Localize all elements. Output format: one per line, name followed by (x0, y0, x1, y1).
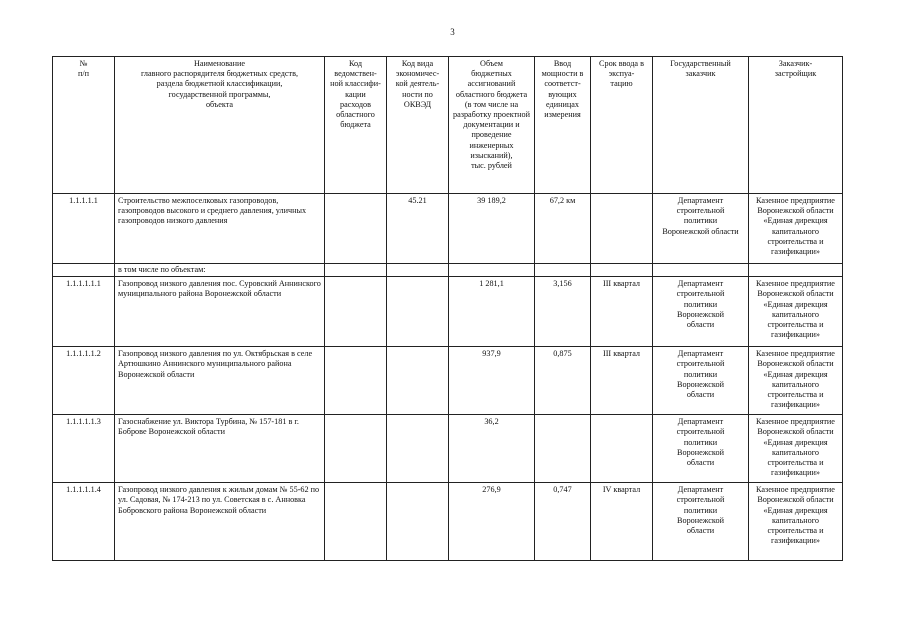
header-volume: Объем бюджетных ассигнований областного бюджета (в том числе на разработку проектной документации и проведение инженерных изысканий), тыс. рублей (449, 57, 535, 194)
cell-name: Газопровод низкого давления по ул. Октябрьская в селе Артюшкино Аннинского муниципального района Воронежской области (115, 347, 325, 415)
table-row (53, 483, 843, 561)
cell-code-okved (387, 277, 449, 347)
subheading-text: в том числе по объектам: (115, 264, 325, 277)
cell-num: 1.1.1.1.1 (53, 194, 115, 264)
cell-customer: Департамент строительной политики Воронежской области (653, 415, 749, 483)
cell-name: Газоснабжение ул. Виктора Турбина, № 157-181 в г. Боброве Воронежской области (115, 415, 325, 483)
cell-num: 1.1.1.1.1.2 (53, 347, 115, 415)
table-row (53, 277, 843, 347)
table-row (53, 415, 843, 483)
cell-volume: 1 281,1 (449, 277, 535, 347)
header-name: Наименование главного распорядителя бюджетных средств, раздела бюджетной классификации, государственной программы, объекта (115, 57, 325, 194)
cell-capacity: 67,2 км (535, 194, 591, 264)
cell-term: III квартал (591, 277, 653, 347)
cell-volume: 276,9 (449, 483, 535, 561)
cell-volume: 36,2 (449, 415, 535, 483)
cell-term: III квартал (591, 347, 653, 415)
cell-customer: Департамент строительной политики Воронежской области (653, 483, 749, 561)
cell-capacity: 0,747 (535, 483, 591, 561)
cell-num: 1.1.1.1.1.4 (53, 483, 115, 561)
table-header-row (53, 57, 843, 194)
cell-code-okved (387, 415, 449, 483)
cell-code-vedom (325, 194, 387, 264)
cell-capacity: 0,875 (535, 347, 591, 415)
table-row (53, 347, 843, 415)
cell-code-okved: 45.21 (387, 194, 449, 264)
cell-name: Газопровод низкого давления пос. Суровский Аннинского муниципального района Воронежской области (115, 277, 325, 347)
cell-volume: 39 189,2 (449, 194, 535, 264)
cell-code-vedom (325, 415, 387, 483)
header-capacity: Ввод мощности в соответст- вующих единицах измерения (535, 57, 591, 194)
cell-code-vedom (325, 483, 387, 561)
header-code-vedom: Код ведомствен- ной классифи- кации расходов областного бюджета (325, 57, 387, 194)
header-developer: Заказчик- застройщик (749, 57, 843, 194)
cell-customer: Департамент строительной политики Воронежской области (653, 277, 749, 347)
header-code-okved: Код вида экономичес- кой деятель- ности по ОКВЭД (387, 57, 449, 194)
cell-capacity (535, 415, 591, 483)
cell-code-vedom (325, 277, 387, 347)
cell-developer: Казенное предприятие Воронежской области «Единая дирекция капитального строительства и газификации» (749, 277, 843, 347)
cell-num: 1.1.1.1.1.1 (53, 277, 115, 347)
cell-developer: Казенное предприятие Воронежской области «Единая дирекция капитального строительства и газификации» (749, 483, 843, 561)
cell-code-okved (387, 483, 449, 561)
header-num: № п/п (53, 57, 115, 194)
cell-name: Строительство межпоселковых газопроводов, газопроводов высокого и среднего давления, уличных газопроводов низкого давления (115, 194, 325, 264)
cell-num: 1.1.1.1.1.3 (53, 415, 115, 483)
cell-volume: 937,9 (449, 347, 535, 415)
cell-code-okved (387, 347, 449, 415)
cell-term (591, 194, 653, 264)
cell-term (591, 415, 653, 483)
header-customer: Государственный заказчик (653, 57, 749, 194)
cell-capacity: 3,156 (535, 277, 591, 347)
investment-objects-table (52, 56, 843, 561)
cell-customer: Департамент строительной политики Воронежской области (653, 347, 749, 415)
cell-developer: Казенное предприятие Воронежской области «Единая дирекция капитального строительства и газификации» (749, 347, 843, 415)
cell-term: IV квартал (591, 483, 653, 561)
page-number: 3 (450, 27, 455, 37)
header-term: Срок ввода в экспуа- тацию (591, 57, 653, 194)
cell-developer: Казенное предприятие Воронежской области «Единая дирекция капитального строительства и газификации» (749, 415, 843, 483)
subheading-row (53, 264, 843, 277)
cell-developer: Казенное предприятие Воронежской области «Единая дирекция капитального строительства и газификации» (749, 194, 843, 264)
cell-code-vedom (325, 347, 387, 415)
cell-customer: Департамент строительной политики Воронежской области (653, 194, 749, 264)
table-row (53, 194, 843, 264)
cell-name: Газопровод низкого давления к жилым домам № 55-62 по ул. Садовая, № 174-213 по ул. Советская в с. Анновка Бобровского района Воронежской области (115, 483, 325, 561)
